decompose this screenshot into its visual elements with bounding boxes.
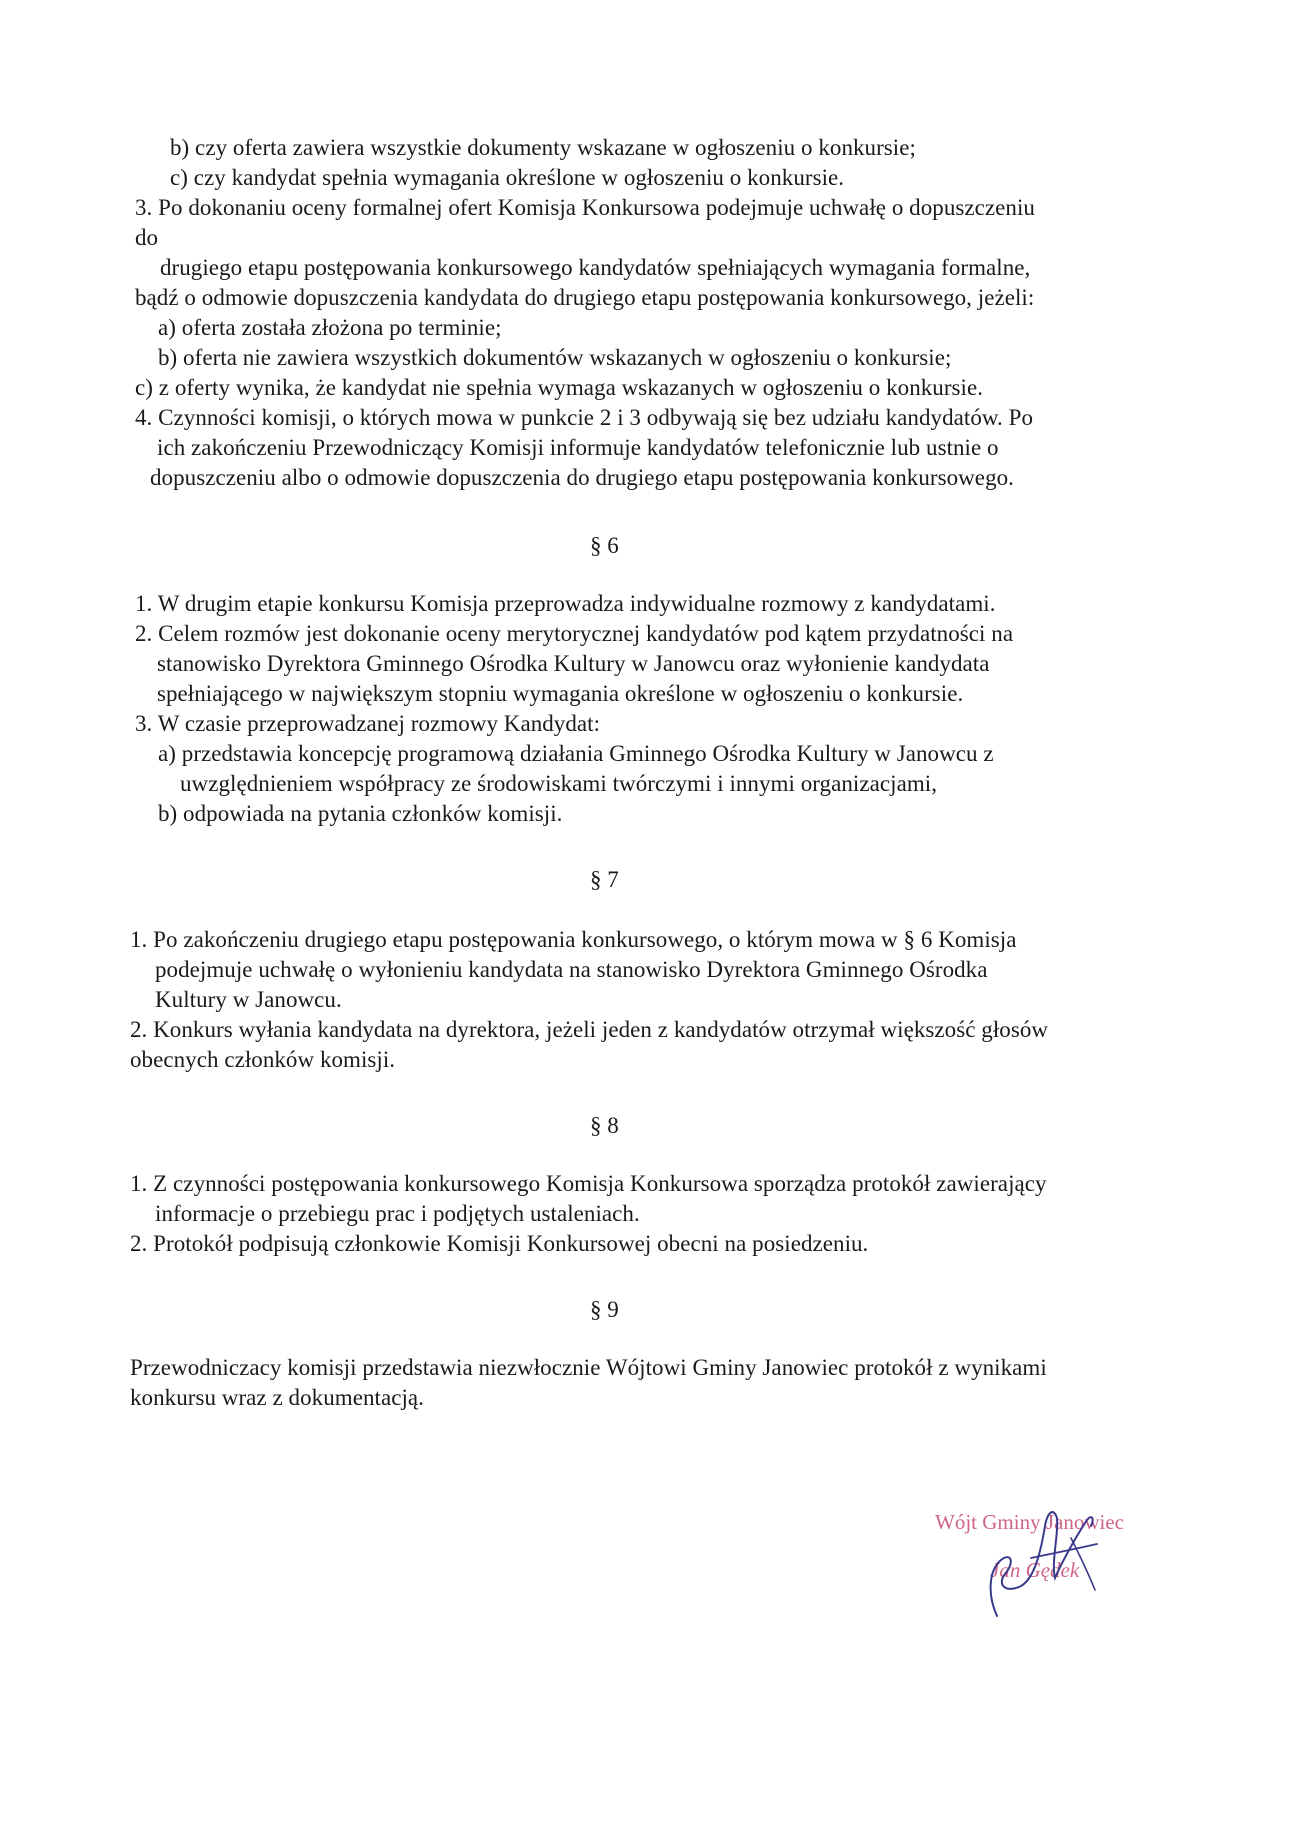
signature-icon: [975, 1498, 1115, 1628]
text-line: 2. Konkurs wyłania kandydata na dyrektora, jeżeli jeden z kandydatów otrzymał większość głosów: [130, 1017, 1049, 1042]
text-line: bądź o odmowie dopuszczenia kandydata do drugiego etapu postępowania konkursowego, jeżeli:: [135, 285, 1035, 310]
text-line: 1. Po zakończeniu drugiego etapu postępowania konkursowego, o którym mowa w § 6 Komisja: [130, 927, 1017, 952]
text-line: Przewodniczacy komisji przedstawia niezwłocznie Wójtowi Gminy Janowiec protokół z wynikami: [130, 1355, 1047, 1380]
text-line: c) z oferty wynika, że kandydat nie spełnia wymaga wskazanych w ogłoszeniu o konkursie.: [135, 375, 984, 400]
text-line: b) odpowiada na pytania członków komisji.: [158, 801, 563, 826]
text-line: a) oferta została złożona po terminie;: [158, 315, 502, 340]
text-line: obecnych członków komisji.: [130, 1047, 396, 1072]
section-heading: § 6: [590, 533, 619, 558]
text-line: b) oferta nie zawiera wszystkich dokumentów wskazanych w ogłoszeniu o konkursie;: [158, 345, 952, 370]
stamp-title: Wójt Gminy Janowiec: [935, 1510, 1124, 1534]
section-heading: § 9: [590, 1297, 619, 1322]
text-line: 2. Protokół podpisują członkowie Komisji Konkursowej obecni na posiedzeniu.: [130, 1231, 869, 1256]
text-line: 3. Po dokonaniu oceny formalnej ofert Komisja Konkursowa podejmuje uchwałę o dopuszczeniu: [135, 195, 1035, 220]
section-heading: § 7: [590, 867, 619, 892]
text-line: konkursu wraz z dokumentacją.: [130, 1385, 424, 1410]
text-line: 1. Z czynności postępowania konkursowego Komisja Konkursowa sporządza protokół zawierający: [130, 1171, 1047, 1196]
text-line: 4. Czynności komisji, o których mowa w punkcie 2 i 3 odbywają się bez udziału kandydatów. Po: [135, 405, 1034, 430]
text-line: 1. W drugim etapie konkursu Komisja przeprowadza indywidualne rozmowy z kandydatami.: [135, 591, 996, 616]
text-line: informacje o przebiegu prac i podjętych ustaleniach.: [155, 1201, 640, 1226]
text-line: uwzględnieniem współpracy ze środowiskami twórczymi i innymi organizacjami,: [180, 771, 938, 796]
text-line: drugiego etapu postępowania konkursowego kandydatów spełniających wymagania formalne,: [160, 255, 1031, 280]
text-line: a) przedstawia koncepcję programową działania Gminnego Ośrodka Kultury w Janowcu z: [158, 741, 994, 766]
text-line: spełniającego w największym stopniu wymagania określone w ogłoszeniu o konkursie.: [157, 681, 964, 706]
section-heading: § 8: [590, 1113, 619, 1138]
text-line: podejmuje uchwałę o wyłonieniu kandydata na stanowisko Dyrektora Gminnego Ośrodka: [155, 957, 988, 982]
text-line: dopuszczeniu albo o odmowie dopuszczenia do drugiego etapu postępowania konkursowego.: [150, 465, 1014, 490]
text-line: do: [135, 225, 159, 250]
text-line: 2. Celem rozmów jest dokonanie oceny merytorycznej kandydatów pod kątem przydatności na: [135, 621, 1014, 646]
text-line: stanowisko Dyrektora Gminnego Ośrodka Kultury w Janowcu oraz wyłonienie kandydata: [157, 651, 990, 676]
text-line: Kultury w Janowcu.: [155, 987, 342, 1012]
text-line: c) czy kandydat spełnia wymagania określone w ogłoszeniu o konkursie.: [170, 165, 845, 190]
text-line: b) czy oferta zawiera wszystkie dokumenty wskazane w ogłoszeniu o konkursie;: [170, 135, 916, 160]
text-line: 3. W czasie przeprowadzanej rozmowy Kandydat:: [135, 711, 601, 736]
text-line: ich zakończeniu Przewodniczący Komisji informuje kandydatów telefonicznie lub ustnie o: [157, 435, 999, 460]
official-stamp: [935, 1510, 1195, 1650]
stamp-name: Jan Gędek: [990, 1558, 1080, 1582]
